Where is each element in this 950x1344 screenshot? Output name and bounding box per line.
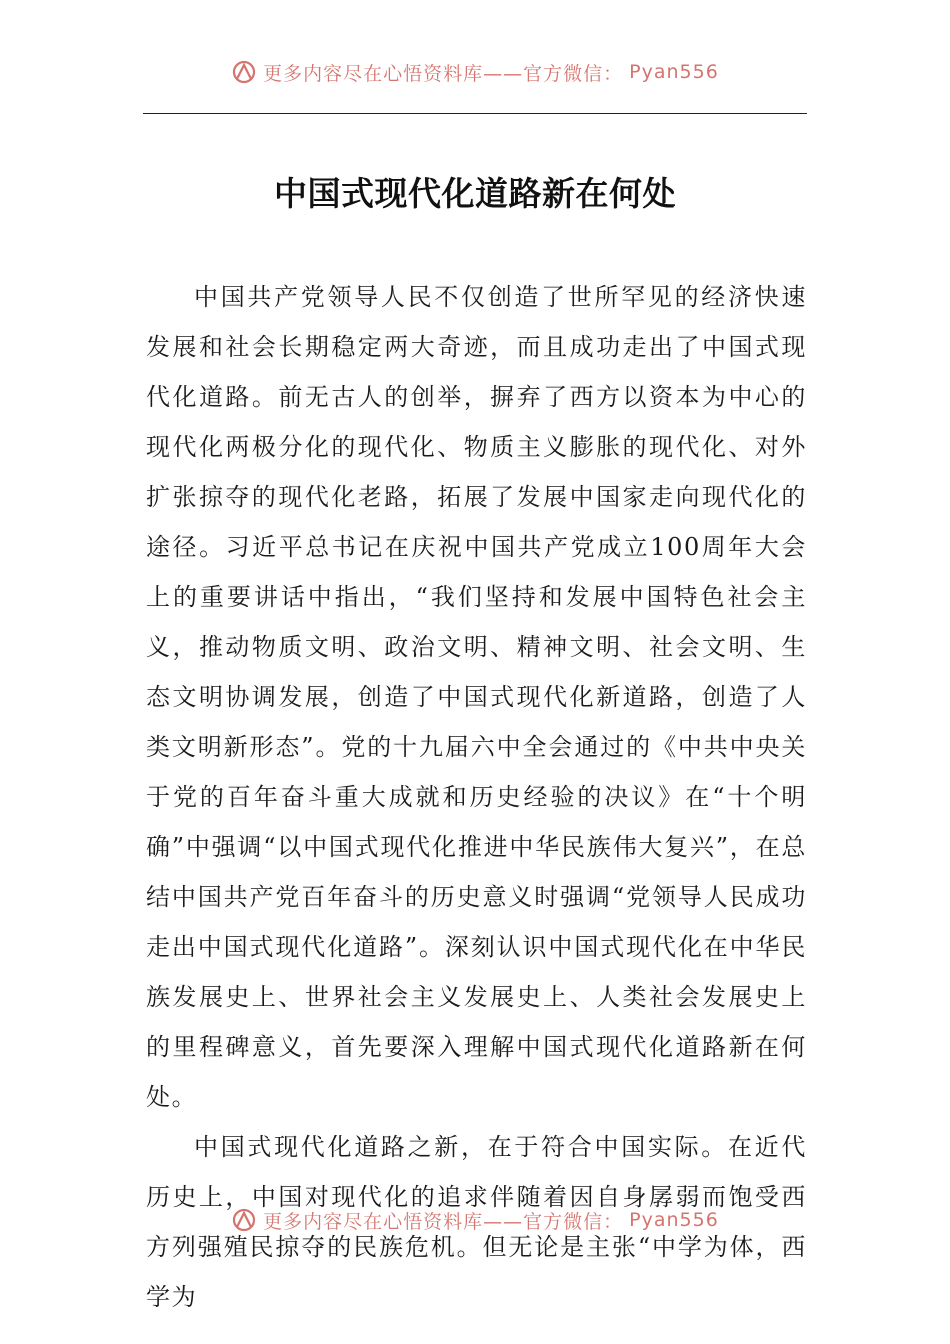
brand-logo-icon — [231, 59, 257, 85]
footer-watermark-handle: Pyan556 — [629, 1209, 719, 1231]
footer-watermark — [0, 1200, 950, 1240]
paragraph-1: 中国共产党领导人民不仅创造了世所罕见的经济快速发展和社会长期稳定两大奇迹，而且成功走出了中国式现代化道路。前无古人的创举，摒弃了西方以资本为中心的现代化两极分化的现代化、物质主义膨胀的现代化、对外扩张掠夺的现代化老路，拓展了发展中国家走向现代化的途径。习近平总书记在庆祝中国共产党成立100周年大会上的重要讲话中指出，“我们坚持和发展中国特色社会主义，推动物质文明、政治文明、精神文明、社会文明、生态文明协调发展，创造了中国式现代化新道路，创造了人类文明新形态”。党的十九届六中全会通过的《中共中央关于党的百年奋斗重大成就和历史经验的决议》在“十个明确”中强调“以中国式现代化推进中华民族伟大复兴”，在总结中国共产党百年奋斗的历史意义时强调“党领导人民成功走出中国式现代化道路”。深刻认识中国式现代化在中华民族发展史上、世界社会主义发展史上、人类社会发展史上的里程碑意义，首先要深入理解中国式现代化道路新在何处。 — [146, 283, 807, 1111]
header-divider — [143, 113, 807, 114]
brand-logo-icon — [231, 1207, 257, 1233]
document-title: 中国式现代化道路新在何处 — [274, 174, 676, 213]
document-body — [146, 272, 807, 1322]
header-watermark — [0, 52, 950, 92]
footer-watermark-text: 更多内容尽在心悟资料库——官方微信： — [263, 1210, 624, 1233]
header-watermark-text: 更多内容尽在心悟资料库——官方微信： — [263, 62, 624, 85]
paragraph-2: 中国式现代化道路之新，在于符合中国实际。在近代历史上，中国对现代化的追求伴随着因自身孱弱而饱受西方列强殖民掠夺的民族危机。但无论是主张“中学为体，西学为 — [146, 1133, 807, 1311]
header-watermark-handle: Pyan556 — [629, 61, 719, 83]
